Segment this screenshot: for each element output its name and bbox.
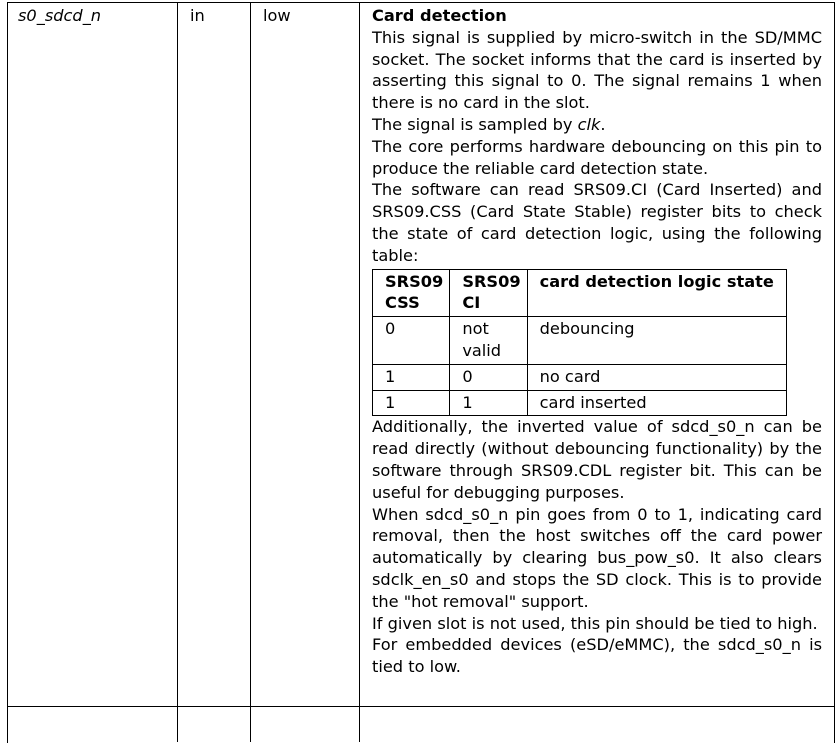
description-paragraph: This signal is supplied by micro-switch in the SD/MMC socket. The socket informs that the card is inserted by asserting this signal to 0. The signal remains 1 when there is no card in the slot. — [372, 27, 822, 113]
cell-css: 1 — [373, 364, 450, 390]
cell-state: debouncing — [527, 317, 786, 365]
header-css: SRS09 CSS — [373, 269, 450, 317]
row-divider — [7, 706, 834, 707]
column-divider — [177, 2, 178, 742]
cell-state: card inserted — [527, 390, 786, 416]
description-title: Card detection — [372, 6, 507, 25]
signal-direction: in — [190, 6, 205, 25]
table-header-row — [373, 269, 787, 317]
signal-name: s0_sdcd_n — [18, 6, 102, 25]
text: . — [600, 114, 606, 134]
column-divider — [250, 2, 251, 742]
description-paragraph: When sdcd_s0_n pin goes from 0 to 1, indicating card removal, then the host switches off the card power automatically by clearing bus_pow_s0. It also clears sdclk_en_s0 and stops the SD clock. This is to provide the "hot removal" support. — [372, 504, 822, 611]
cell-ci: not valid — [450, 317, 527, 365]
cell-css: 0 — [373, 317, 450, 365]
signal-active-level: low — [263, 6, 291, 25]
table-row — [373, 317, 787, 365]
cell-state: no card — [527, 364, 786, 390]
column-divider — [359, 2, 360, 742]
clock-signal-name: clk — [577, 114, 601, 134]
description-paragraph: If given slot is not used, this pin should be tied to high. — [372, 613, 818, 633]
signal-description — [372, 5, 822, 678]
text: The signal is sampled by — [372, 114, 578, 134]
description-paragraph: For embedded devices (eSD/eMMC), the sdcd_s0_n is tied to low. — [372, 635, 822, 677]
description-paragraph: Additionally, the inverted value of sdcd_s0_n can be read directly (without debouncing functionality) by the software through SRS09.CDL register bit. This can be useful for debugging purposes. — [372, 417, 822, 502]
header-ci: SRS09 CI — [450, 269, 527, 317]
description-paragraph — [372, 114, 822, 136]
description-paragraph: The software can read SRS09.CI (Card Inserted) and SRS09.CSS (Card State Stable) register bits to check the state of card detection logic, using the following table: — [372, 180, 822, 265]
cell-css: 1 — [373, 390, 450, 416]
header-state: card detection logic state — [527, 269, 786, 317]
cell-ci: 1 — [450, 390, 527, 416]
table-row — [373, 390, 787, 416]
card-detection-state-table — [372, 269, 787, 417]
table-row — [373, 364, 787, 390]
cell-ci: 0 — [450, 364, 527, 390]
description-paragraph: The core performs hardware debouncing on this pin to produce the reliable card detection state. — [372, 136, 822, 178]
